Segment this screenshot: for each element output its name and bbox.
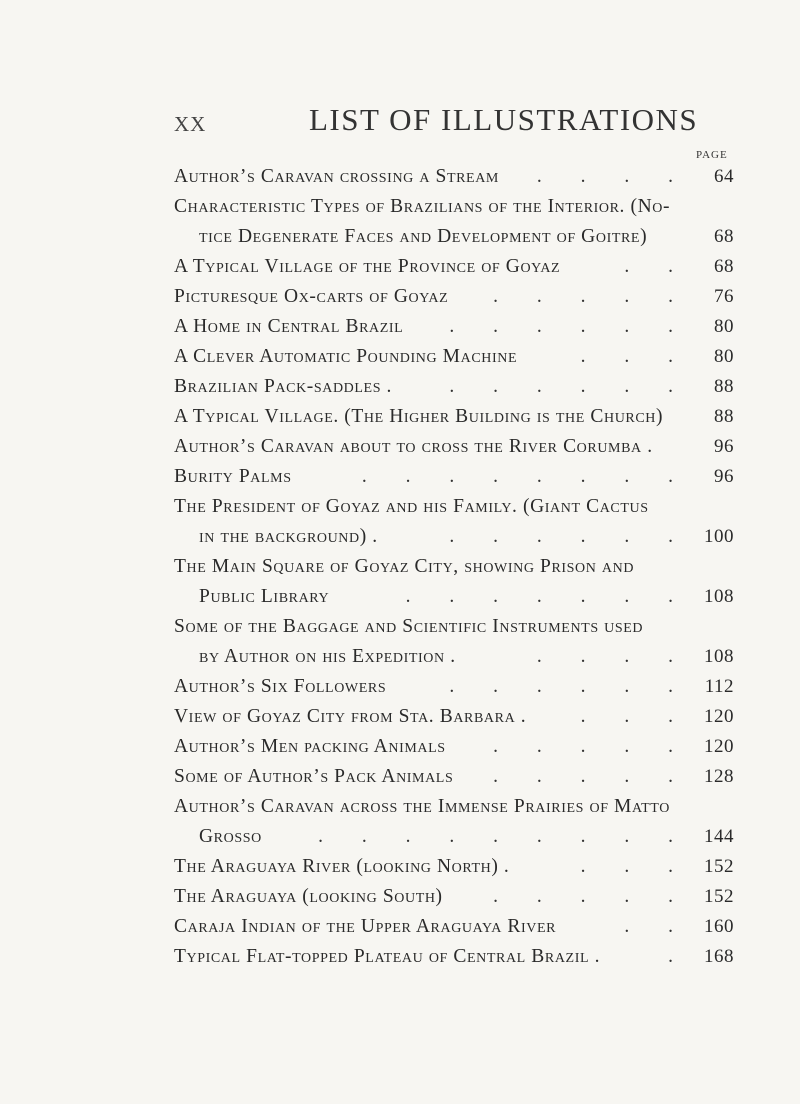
entry-line bbox=[174, 642, 734, 672]
running-header bbox=[0, 102, 800, 142]
page-number: 96 bbox=[714, 466, 734, 487]
entry-title: Author’s Caravan about to cross the River Corumba . bbox=[174, 436, 653, 457]
illustrations-list bbox=[174, 162, 734, 972]
dot-leader: . . . . bbox=[536, 646, 690, 667]
entry-title: A Typical Village. (The Higher Building is the Church) bbox=[174, 406, 664, 427]
entry-line bbox=[174, 762, 734, 792]
page-number: 80 bbox=[714, 316, 734, 337]
dot-leader: . . . . . bbox=[493, 886, 690, 907]
entry-line bbox=[174, 672, 734, 702]
page-number: 152 bbox=[704, 886, 734, 907]
entry-title: Public Library bbox=[199, 586, 330, 607]
entry-title: Some of Author’s Pack Animals bbox=[174, 766, 454, 787]
entry-title: tice Degenerate Faces and Development of Goitre) bbox=[199, 226, 648, 247]
dot-leader: . . . bbox=[580, 346, 690, 367]
entry-title: The President of Goyaz and his Family. (Giant Cactus bbox=[174, 496, 649, 517]
dot-leader: . . . . . . bbox=[449, 316, 690, 337]
entry-title: by Author on his Expedition . bbox=[199, 646, 456, 667]
entry-line bbox=[174, 222, 734, 252]
entry-title: A Clever Automatic Pounding Machine bbox=[174, 346, 518, 367]
dot-leader: . . bbox=[624, 916, 690, 937]
list-item bbox=[174, 312, 734, 342]
entry-line bbox=[174, 252, 734, 282]
dot-leader: . . . . . . bbox=[449, 676, 690, 697]
dot-leader: . . . . . bbox=[493, 286, 690, 307]
entry-title: Author’s Six Followers bbox=[174, 676, 387, 697]
page-number: 160 bbox=[704, 916, 734, 937]
entry-line bbox=[174, 942, 734, 972]
page-number: 80 bbox=[714, 346, 734, 367]
entry-line bbox=[174, 612, 734, 642]
list-item bbox=[174, 732, 734, 762]
entry-title: The Araguaya (looking South) bbox=[174, 886, 443, 907]
entry-line bbox=[174, 522, 734, 552]
list-item bbox=[174, 162, 734, 192]
entry-line bbox=[174, 852, 734, 882]
page-number: 96 bbox=[714, 436, 734, 457]
list-item bbox=[174, 342, 734, 372]
dot-leader: . . . . . bbox=[493, 736, 690, 757]
dot-leader: . . . . . . bbox=[449, 526, 690, 547]
dot-leader: . . . bbox=[580, 856, 690, 877]
page-number: 128 bbox=[704, 766, 734, 787]
entry-title: Typical Flat-topped Plateau of Central Brazil . bbox=[174, 946, 601, 967]
list-item bbox=[174, 282, 734, 312]
entry-line bbox=[174, 912, 734, 942]
page-number: 68 bbox=[714, 226, 734, 247]
entry-title: The Main Square of Goyaz City, showing Prison and bbox=[174, 556, 635, 577]
entry-line bbox=[174, 192, 734, 222]
page-number: 100 bbox=[704, 526, 734, 547]
list-item bbox=[174, 372, 734, 402]
entry-title: Brazilian Pack-saddles . bbox=[174, 376, 393, 397]
entry-title: Some of the Baggage and Scientific Instruments used bbox=[174, 616, 644, 637]
page-number: 68 bbox=[714, 256, 734, 277]
entry-title: in the background) . bbox=[199, 526, 378, 547]
list-item bbox=[174, 942, 734, 972]
entry-line bbox=[174, 882, 734, 912]
entry-title: A Typical Village of the Province of Goyaz bbox=[174, 256, 561, 277]
entry-line bbox=[174, 582, 734, 612]
page-number: 108 bbox=[704, 586, 734, 607]
entry-line bbox=[174, 702, 734, 732]
list-item bbox=[174, 792, 734, 852]
page-number: 144 bbox=[704, 826, 734, 847]
dot-leader: . . . . . bbox=[493, 766, 690, 787]
page-number: 112 bbox=[704, 676, 734, 697]
page-number-roman: XX bbox=[174, 112, 207, 136]
page-number: 88 bbox=[714, 406, 734, 427]
dot-leader: . . . . . . . bbox=[405, 586, 690, 607]
entry-title: Author’s Caravan across the Immense Prairies of Matto bbox=[174, 796, 670, 817]
page-number: 88 bbox=[714, 376, 734, 397]
page-number: 120 bbox=[704, 706, 734, 727]
entry-line bbox=[174, 792, 734, 822]
page-number: 120 bbox=[704, 736, 734, 757]
page-number: 76 bbox=[714, 286, 734, 307]
dot-leader: . . bbox=[624, 256, 690, 277]
entry-line bbox=[174, 342, 734, 372]
entry-line bbox=[174, 402, 734, 432]
dot-leader: . . . bbox=[580, 706, 690, 727]
entry-title: A Home in Central Brazil bbox=[174, 316, 404, 337]
entry-title: Picturesque Ox-carts of Goyaz bbox=[174, 286, 449, 307]
entry-title: The Araguaya River (looking North) . bbox=[174, 856, 510, 877]
list-item bbox=[174, 612, 734, 672]
list-item bbox=[174, 462, 734, 492]
entry-line bbox=[174, 372, 734, 402]
entry-line bbox=[174, 822, 734, 852]
page-number: 108 bbox=[704, 646, 734, 667]
page-number: 168 bbox=[704, 946, 734, 967]
list-item bbox=[174, 402, 734, 432]
dot-leader: . bbox=[668, 946, 690, 967]
page-number: 152 bbox=[704, 856, 734, 877]
entry-title: Grosso bbox=[199, 826, 262, 847]
entry-line bbox=[174, 282, 734, 312]
entry-line bbox=[174, 162, 734, 192]
dot-leader: . . . . . . . . . bbox=[318, 826, 690, 847]
list-item bbox=[174, 672, 734, 702]
dot-leader: . . . . . . bbox=[449, 376, 690, 397]
list-item bbox=[174, 882, 734, 912]
entry-line bbox=[174, 432, 734, 462]
list-item bbox=[174, 762, 734, 792]
list-item bbox=[174, 492, 734, 552]
entry-line bbox=[174, 732, 734, 762]
page-number: 64 bbox=[714, 166, 734, 187]
list-item bbox=[174, 192, 734, 252]
dot-leader: . . . . . . . . bbox=[361, 466, 690, 487]
entry-line bbox=[174, 492, 734, 522]
entry-title: Author’s Men packing Animals bbox=[174, 736, 446, 757]
list-item bbox=[174, 252, 734, 282]
page-title: LIST OF ILLUSTRATIONS bbox=[309, 102, 699, 137]
entry-line bbox=[174, 462, 734, 492]
entry-title: Burity Palms bbox=[174, 466, 292, 487]
page-column-label: PAGE bbox=[696, 149, 728, 161]
list-item bbox=[174, 912, 734, 942]
entry-line bbox=[174, 552, 734, 582]
list-item bbox=[174, 552, 734, 612]
entry-title: Characteristic Types of Brazilians of the Interior. (No- bbox=[174, 196, 671, 217]
list-item bbox=[174, 702, 734, 732]
list-item bbox=[174, 852, 734, 882]
list-item bbox=[174, 432, 734, 462]
dot-leader: . . . . bbox=[536, 166, 690, 187]
entry-title: Author’s Caravan crossing a Stream bbox=[174, 166, 499, 187]
entry-title: Caraja Indian of the Upper Araguaya River bbox=[174, 916, 557, 937]
entry-line bbox=[174, 312, 734, 342]
entry-title: View of Goyaz City from Sta. Barbara . bbox=[174, 706, 527, 727]
